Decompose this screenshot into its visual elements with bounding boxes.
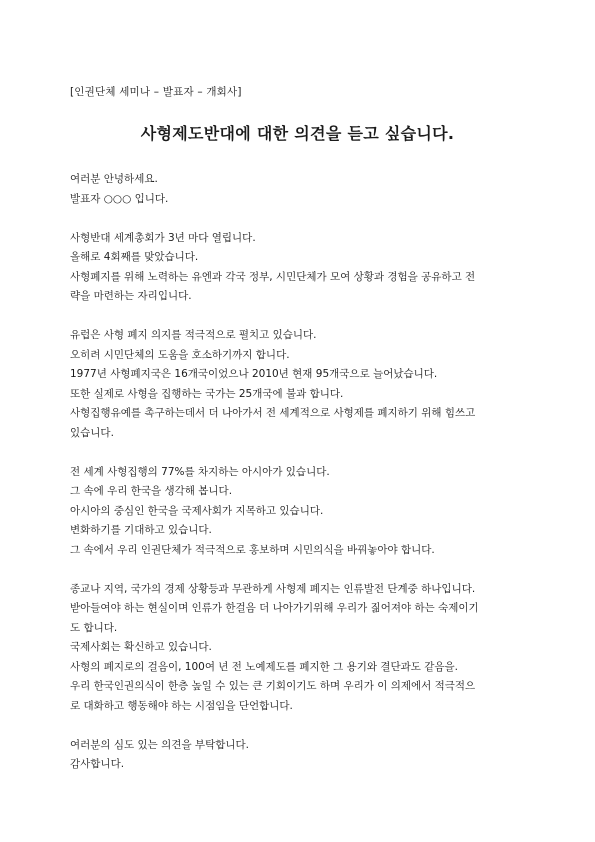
paragraph-line: 여러분 안녕하세요.	[70, 173, 158, 185]
paragraph-line: 있습니다.	[70, 426, 114, 439]
paragraph-line: 로 대화하고 행동해야 하는 시점임을 단언합니다.	[70, 699, 293, 712]
paragraph-line: 그 속에 우리 한국을 생각해 봅니다.	[70, 485, 233, 497]
paragraph	[70, 326, 530, 443]
paragraph-line: 략을 마련하는 자리입니다.	[70, 290, 192, 302]
paragraph-line: 오히려 시민단체의 도움을 호소하기까지 합니다.	[70, 348, 290, 361]
paragraph	[70, 229, 530, 307]
document-body	[70, 170, 530, 794]
paragraph-line: 도 합니다.	[70, 621, 118, 634]
paragraph-line: 종교나 지역, 국가의 경제 상황등과 무관하게 사형제 폐지는 인류발전 단계중 하나입니다.	[70, 582, 476, 595]
paragraph-line: 우리 한국인권의식이 한층 높일 수 있는 큰 기회이기도 하며 우리가 이 의제에서 적극적으	[70, 680, 476, 692]
paragraph-line: 발표자 ○○○ 입니다.	[70, 192, 169, 205]
paragraph-line: 받아들여야 하는 현실이며 인류가 한걸음 더 나아가기위해 우리가 짊어져야 하는 숙제이기	[70, 602, 479, 614]
paragraph-line: 또한 실제로 사형을 집행하는 국가는 25개국에 불과 합니다.	[70, 387, 344, 400]
paragraph	[70, 736, 530, 775]
paragraph-line: 사형의 폐지로의 걸음이, 100여 년 전 노예제도를 폐지한 그 용기와 결단과도 같음을.	[70, 660, 459, 673]
paragraph	[70, 170, 530, 209]
paragraph-line: 여러분의 심도 있는 의견을 부탁합니다.	[70, 738, 249, 751]
paragraph-line: 변화하기를 기대하고 있습니다.	[70, 524, 212, 536]
paragraph-line: 국제사회는 확신하고 있습니다.	[70, 641, 212, 653]
paragraph-line: 사형집행유예를 촉구하는데서 더 나아가서 전 세계적으로 사형제를 폐지하기 위해 힘쓰고	[70, 407, 476, 419]
paragraph-line: 유럽은 사형 폐지 의지를 적극적으로 펼치고 있습니다.	[70, 329, 317, 341]
paragraph	[70, 580, 530, 717]
paragraph-line: 전 세계 사형집행의 77%를 차지하는 아시아가 있습니다.	[70, 465, 330, 478]
paragraph-line: 아시아의 중심인 한국을 국제사회가 지목하고 있습니다.	[70, 504, 324, 517]
paragraph-line: 올해로 4회째를 맞았습니다.	[70, 251, 199, 263]
paragraph	[70, 463, 530, 561]
paragraph-line: 사형반대 세계총회가 3년 마다 열립니다.	[70, 231, 256, 244]
paragraph-line: 1977년 사형폐지국은 16개국이었으나 2010년 현재 95개국으로 늘어났습니다.	[70, 368, 438, 380]
paragraph-line: 사형폐지를 위해 노력하는 유엔과 각국 정부, 시민단체가 모여 상황과 경험을 공유하고 전	[70, 270, 476, 283]
document-header: [인권단체 세미나 – 발표자 – 개회사]	[70, 86, 242, 98]
paragraph-line: 감사합니다.	[70, 758, 125, 770]
document-title: 사형제도반대에 대한 의견을 듣고 싶습니다.	[140, 124, 455, 143]
paragraph-line: 그 속에서 우리 인권단체가 적극적으로 홍보하며 시민의식을 바꿔놓아야 합니다.	[70, 543, 435, 556]
